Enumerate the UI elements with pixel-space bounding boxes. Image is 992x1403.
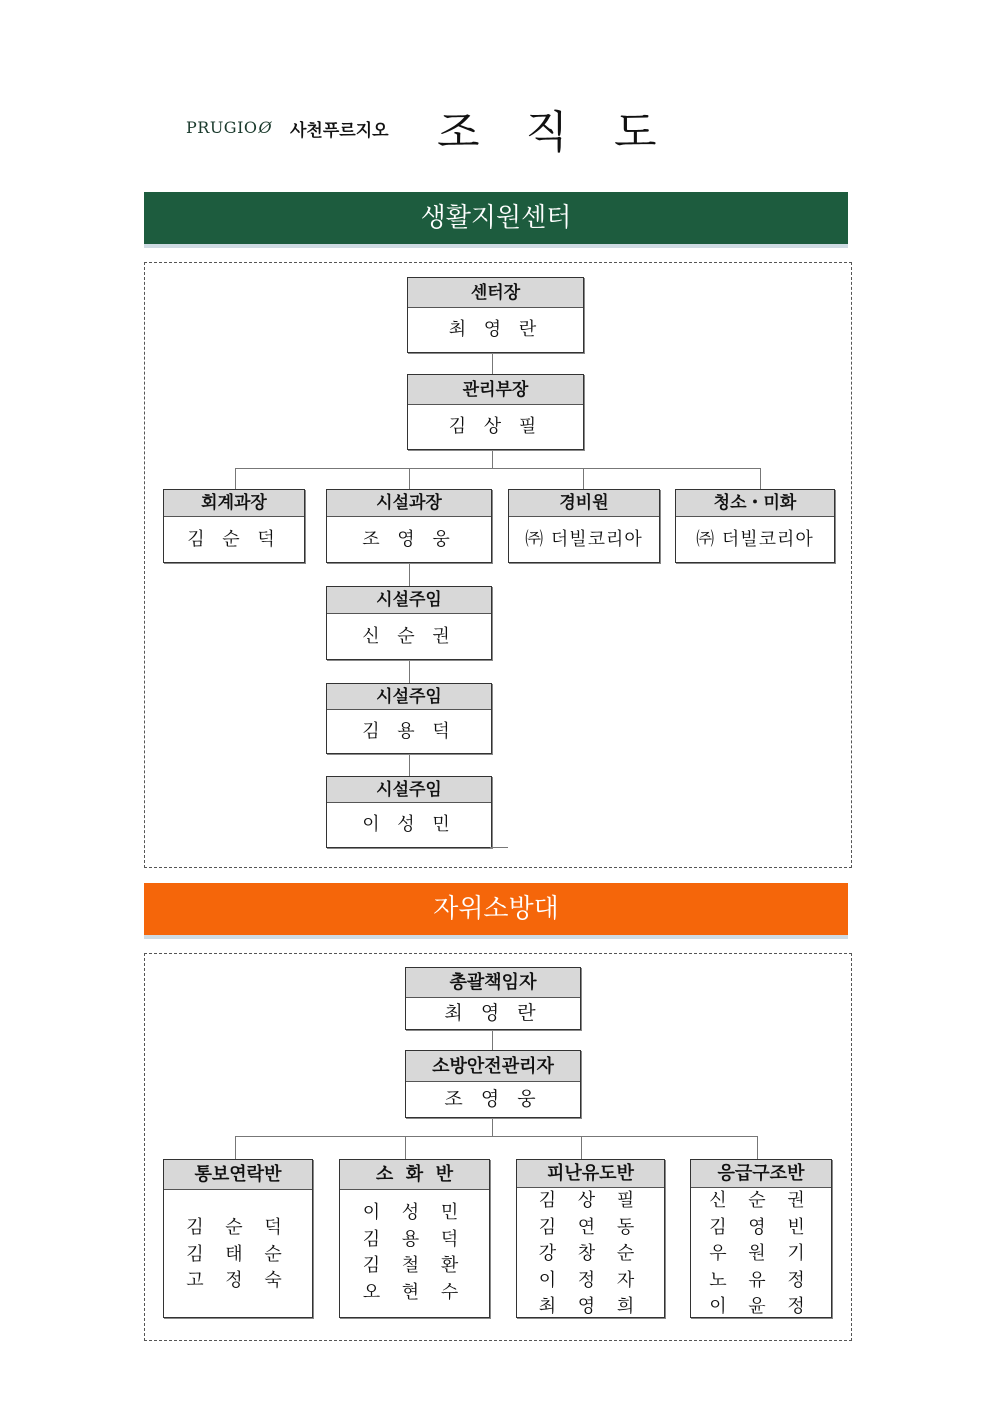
banner-underline xyxy=(144,244,848,248)
person-name: 신 순 권 xyxy=(362,626,456,647)
connector xyxy=(583,468,584,489)
role-label: 소방안전관리자 xyxy=(406,1051,580,1082)
connector xyxy=(409,753,410,776)
org-box-safety-manager xyxy=(405,1050,581,1118)
org-box-facilities xyxy=(326,489,492,563)
connector xyxy=(409,562,410,586)
org-box-facility-staff xyxy=(326,683,492,754)
person-name: 김 용 덕 xyxy=(362,721,456,742)
role-label: 시설과장 xyxy=(327,490,491,517)
company-name: ㈜ 더빌코리아 xyxy=(525,529,643,550)
member-name: 김 철 환 xyxy=(362,1255,467,1276)
team-box-evacuation xyxy=(516,1159,665,1318)
connector xyxy=(235,1136,236,1159)
team-box-firefighting xyxy=(339,1159,490,1318)
org-box-accounting xyxy=(163,489,305,563)
role-label: 총괄책임자 xyxy=(406,968,580,998)
logo-text: PRUGIO xyxy=(186,118,258,137)
org-box-manager xyxy=(407,374,584,450)
member-list xyxy=(164,1190,312,1295)
connector xyxy=(492,1029,493,1051)
role-label: 청소・미화 xyxy=(676,490,834,517)
page-title: 조 직 도 xyxy=(437,107,673,158)
person-name: 김 순 덕 xyxy=(187,529,281,550)
logo-mark-icon: Ø xyxy=(258,118,273,137)
person-name: 이 성 민 xyxy=(362,814,456,835)
connector xyxy=(405,1136,406,1159)
connector xyxy=(235,468,761,469)
connector xyxy=(760,468,761,489)
member-name: 신 순 권 xyxy=(709,1190,813,1211)
role-label: 통보연락반 xyxy=(164,1160,312,1190)
person-name: 조 영 웅 xyxy=(444,1088,542,1110)
role-label: 응급구조반 xyxy=(691,1160,831,1188)
connector xyxy=(492,449,493,469)
member-list xyxy=(340,1190,489,1306)
member-name: 우 원 기 xyxy=(709,1243,813,1264)
org-box-chief xyxy=(405,967,581,1030)
connector xyxy=(581,1136,582,1159)
member-name: 고 정 숙 xyxy=(186,1270,290,1291)
person-name: 최 영 란 xyxy=(448,319,543,340)
org-box-facility-staff xyxy=(326,586,492,660)
connector xyxy=(492,1117,493,1137)
team-box-first-aid xyxy=(690,1159,832,1318)
connector xyxy=(757,1136,758,1159)
connector xyxy=(235,468,236,489)
org-box-cleaning xyxy=(675,489,835,563)
person-name: 조 영 웅 xyxy=(362,529,456,550)
member-name: 이 윤 정 xyxy=(709,1296,813,1317)
role-label: 시설주임 xyxy=(327,587,491,614)
member-name: 김 연 동 xyxy=(538,1216,643,1238)
member-name: 이 정 자 xyxy=(538,1269,643,1291)
member-list xyxy=(517,1188,664,1321)
role-label: 시설주임 xyxy=(327,684,491,710)
role-label: 피난유도반 xyxy=(517,1160,664,1188)
member-name: 최 영 희 xyxy=(538,1296,643,1317)
site-name: 사천푸르지오 xyxy=(290,121,389,141)
section-banner-support-center: 생활지원센터 xyxy=(144,192,848,244)
role-label: 센터장 xyxy=(408,278,583,308)
member-name: 이 성 민 xyxy=(362,1202,467,1223)
role-label: 관리부장 xyxy=(408,375,583,405)
role-label: 회계과장 xyxy=(164,490,304,517)
role-label: 소 화 반 xyxy=(340,1160,489,1190)
connector xyxy=(409,468,410,489)
member-name: 김 상 필 xyxy=(538,1190,643,1211)
member-name: 김 순 덕 xyxy=(186,1217,290,1238)
company-name: ㈜ 더빌코리아 xyxy=(696,529,814,550)
role-label: 시설주임 xyxy=(327,777,491,803)
banner-underline xyxy=(144,935,848,939)
member-name: 강 창 순 xyxy=(538,1243,643,1264)
member-name: 노 유 정 xyxy=(709,1269,813,1291)
org-box-facility-staff xyxy=(326,776,492,848)
brand-logo xyxy=(186,118,272,137)
section-banner-fire-brigade: 자위소방대 xyxy=(144,883,848,935)
person-name: 김 상 필 xyxy=(448,416,543,437)
member-name: 김 영 빈 xyxy=(709,1216,813,1238)
org-box-director xyxy=(407,277,584,353)
person-name: 최 영 란 xyxy=(444,1002,542,1024)
member-name: 김 용 덕 xyxy=(362,1228,467,1250)
team-box-communication xyxy=(163,1159,313,1318)
org-box-security xyxy=(508,489,660,563)
connector xyxy=(492,352,493,374)
connector xyxy=(409,659,410,683)
role-label: 경비원 xyxy=(509,490,659,517)
connector xyxy=(490,847,508,848)
connector xyxy=(235,1136,758,1137)
member-name: 김 태 순 xyxy=(186,1243,290,1265)
member-list xyxy=(691,1188,831,1321)
member-name: 오 현 수 xyxy=(362,1281,467,1303)
